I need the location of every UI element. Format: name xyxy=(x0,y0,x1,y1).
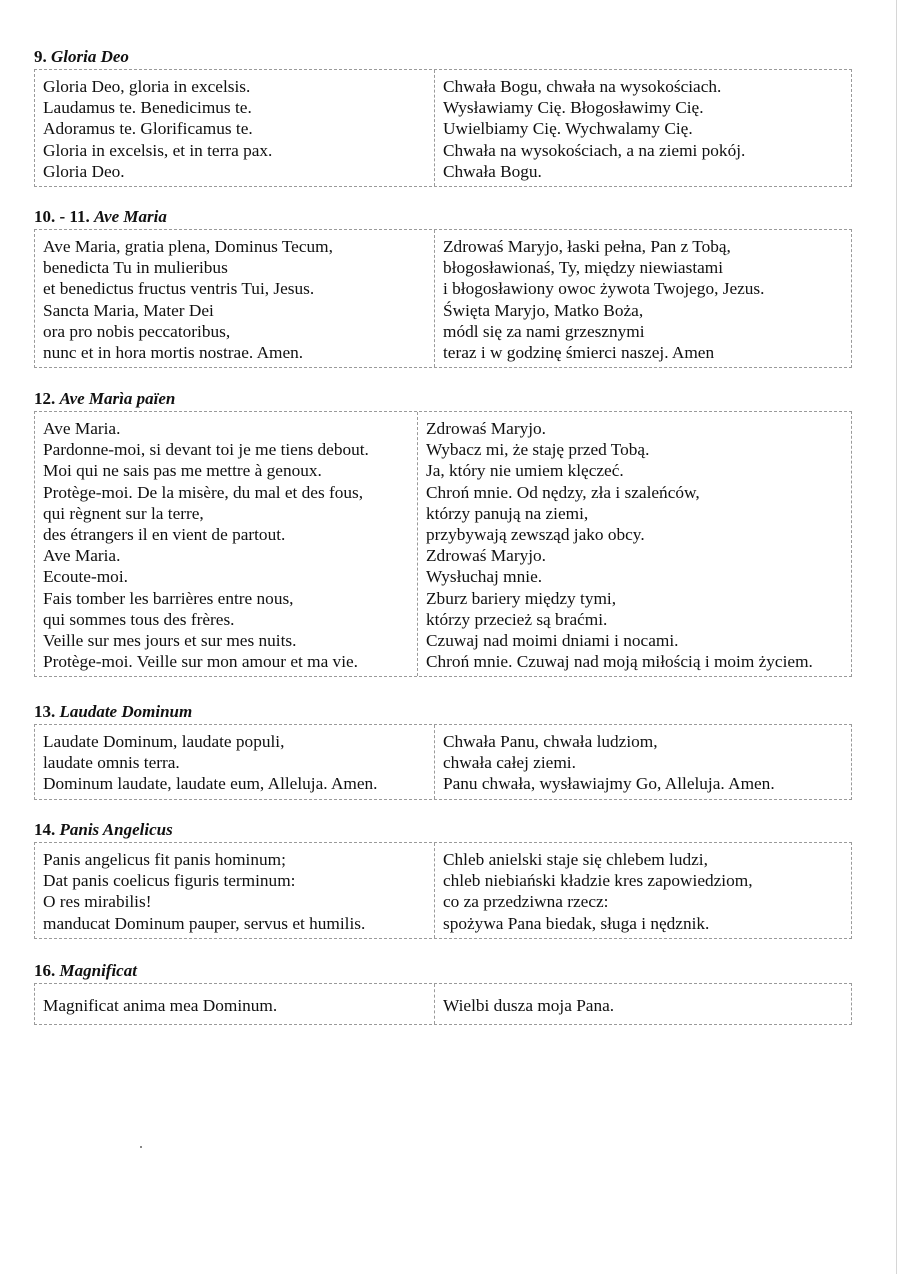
section-name: Gloria Deo xyxy=(51,47,129,66)
polish-line: Wysłuchaj mnie. xyxy=(426,567,543,587)
latin-line: Magnificat anima mea Dominum. xyxy=(43,996,278,1015)
latin-line: et benedictus fructus ventris Tui, Jesus. xyxy=(43,279,315,299)
lyrics-table xyxy=(34,69,852,187)
latin-line: O res mirabilis! xyxy=(43,892,152,912)
latin-line: benedicta Tu in mulieribus xyxy=(43,258,228,278)
latin-line: manducat Dominum pauper, servus et humilis. xyxy=(43,913,366,933)
latin-line: Gloria Deo, gloria in excelsis. xyxy=(43,77,251,96)
polish-line: chwała całej ziemi. xyxy=(443,753,576,773)
section-gloria-deo xyxy=(34,47,852,187)
latin-line: Laudate Dominum, laudate populi, xyxy=(43,732,285,751)
latin-line: Fais tomber les barrières entre nous, xyxy=(43,588,294,608)
latin-column xyxy=(35,725,435,799)
polish-line: Chroń mnie. Czuwaj nad moją miłością i moim życiem. xyxy=(426,652,813,672)
latin-line: nunc et in hora mortis nostrae. Amen. xyxy=(43,343,304,363)
latin-line: Pardonne-moi, si devant toi je me tiens debout. xyxy=(43,440,369,460)
lyrics-table xyxy=(34,842,852,939)
polish-line: Chwała Panu, chwała ludziom, xyxy=(443,732,658,751)
latin-line: Ave Maria. xyxy=(43,419,121,438)
latin-line: laudate omnis terra. xyxy=(43,753,180,773)
scan-speck xyxy=(140,1146,142,1148)
polish-line: co za przedziwna rzecz: xyxy=(443,892,609,912)
polish-line: i błogosławiony owoc żywota Twojego, Jezus. xyxy=(443,279,765,299)
section-title xyxy=(34,820,852,840)
polish-column xyxy=(435,230,851,367)
section-panis-angelicus xyxy=(34,820,852,939)
latin-column xyxy=(35,843,435,938)
latin-line: Sancta Maria, Mater Dei xyxy=(43,300,214,320)
latin-line: Ave Maria, gratia plena, Dominus Tecum, xyxy=(43,237,333,256)
section-name: Ave Marìa païen xyxy=(59,389,176,408)
section-name: Panis Angelicus xyxy=(59,820,173,839)
latin-line: des étrangers il en vient de partout. xyxy=(43,525,286,545)
section-name: Magnificat xyxy=(59,961,137,980)
polish-column xyxy=(435,843,851,938)
section-ave-maria-paien xyxy=(34,389,852,677)
section-magnificat xyxy=(34,961,852,1025)
polish-line: chleb niebiański kładzie kres zapowiedziom, xyxy=(443,871,753,891)
polish-line: Czuwaj nad moimi dniami i nocami. xyxy=(426,631,679,651)
polish-line: módl się za nami grzesznymi xyxy=(443,321,645,341)
section-title xyxy=(34,389,852,409)
section-title xyxy=(34,47,852,67)
section-number: 10. - 11. xyxy=(34,207,90,226)
latin-line: qui sommes tous des frères. xyxy=(43,609,235,629)
section-title xyxy=(34,702,852,722)
latin-line: qui règnent sur la terre, xyxy=(43,503,204,523)
polish-line: Uwielbiamy Cię. Wychwalamy Cię. xyxy=(443,119,693,139)
polish-line: Chwała Bogu. xyxy=(443,161,542,181)
polish-line: Wielbi dusza moja Pana. xyxy=(443,996,615,1015)
polish-line: Chroń mnie. Od nędzy, zła i szaleńców, xyxy=(426,482,700,502)
polish-line: Chwała na wysokościach, a na ziemi pokój. xyxy=(443,140,746,160)
lyrics-table xyxy=(34,411,852,677)
latin-line: ora pro nobis peccatoribus, xyxy=(43,321,231,341)
section-number: 13. xyxy=(34,702,56,721)
lyrics-table xyxy=(34,983,852,1025)
section-ave-maria xyxy=(34,207,852,368)
latin-line: Protège-moi. Veille sur mon amour et ma vie. xyxy=(43,652,358,672)
lyrics-table xyxy=(34,229,852,368)
latin-column xyxy=(35,984,435,1024)
latin-column xyxy=(35,70,435,186)
polish-line: Zdrowaś Maryjo, łaski pełna, Pan z Tobą, xyxy=(443,237,731,256)
polish-line: przybywają zewsząd jako obcy. xyxy=(426,525,645,545)
polish-line: teraz i w godzinę śmierci naszej. Amen xyxy=(443,343,715,363)
polish-line: którzy panują na ziemi, xyxy=(426,503,589,523)
polish-line: spożywa Pana biedak, sługa i nędznik. xyxy=(443,913,710,933)
section-name: Ave Maria xyxy=(93,207,167,226)
latin-line: Moi qui ne sais pas me mettre à genoux. xyxy=(43,461,322,481)
polish-line: Wysławiamy Cię. Błogosławimy Cię. xyxy=(443,98,704,118)
latin-line: Protège-moi. De la misère, du mal et des fous, xyxy=(43,482,364,502)
polish-line: którzy przecież są braćmi. xyxy=(426,609,608,629)
section-laudate-dominum xyxy=(34,702,852,800)
polish-column xyxy=(435,70,851,186)
latin-line: Dominum laudate, laudate eum, Alleluja. Amen. xyxy=(43,774,378,794)
polish-line: Święta Maryjo, Matko Boża, xyxy=(443,300,644,320)
latin-line: Ecoute-moi. xyxy=(43,567,128,587)
section-title xyxy=(34,207,852,227)
polish-line: Ja, który nie umiem klęczeć. xyxy=(426,461,624,481)
polish-line: błogosławionaś, Ty, między niewiastami xyxy=(443,258,724,278)
scan-edge-line xyxy=(896,0,897,1274)
latin-column xyxy=(35,412,418,676)
polish-line: Wybacz mi, że staję przed Tobą. xyxy=(426,440,650,460)
polish-column xyxy=(418,412,851,676)
polish-column xyxy=(435,984,851,1024)
section-name: Laudate Dominum xyxy=(59,702,193,721)
polish-line: Zdrowaś Maryjo. xyxy=(426,546,546,566)
latin-line: Gloria Deo. xyxy=(43,161,125,181)
latin-line: Panis angelicus fit panis hominum; xyxy=(43,850,286,869)
latin-line: Gloria in excelsis, et in terra pax. xyxy=(43,140,273,160)
section-number: 14. xyxy=(34,820,56,839)
section-number: 16. xyxy=(34,961,56,980)
polish-line: Zdrowaś Maryjo. xyxy=(426,419,546,438)
latin-line: Dat panis coelicus figuris terminum: xyxy=(43,871,296,891)
polish-line: Panu chwała, wysławiajmy Go, Alleluja. Amen. xyxy=(443,774,775,794)
lyrics-table xyxy=(34,724,852,800)
section-title xyxy=(34,961,852,981)
section-number: 9. xyxy=(34,47,47,66)
polish-line: Chleb anielski staje się chlebem ludzi, xyxy=(443,850,708,869)
polish-line: Chwała Bogu, chwała na wysokościach. xyxy=(443,77,722,96)
polish-column xyxy=(435,725,851,799)
latin-line: Ave Maria. xyxy=(43,546,121,566)
polish-line: Zburz bariery między tymi, xyxy=(426,588,617,608)
latin-line: Adoramus te. Glorificamus te. xyxy=(43,119,253,139)
latin-line: Veille sur mes jours et sur mes nuits. xyxy=(43,631,297,651)
latin-column xyxy=(35,230,435,367)
section-number: 12. xyxy=(34,389,56,408)
latin-line: Laudamus te. Benedicimus te. xyxy=(43,98,252,118)
